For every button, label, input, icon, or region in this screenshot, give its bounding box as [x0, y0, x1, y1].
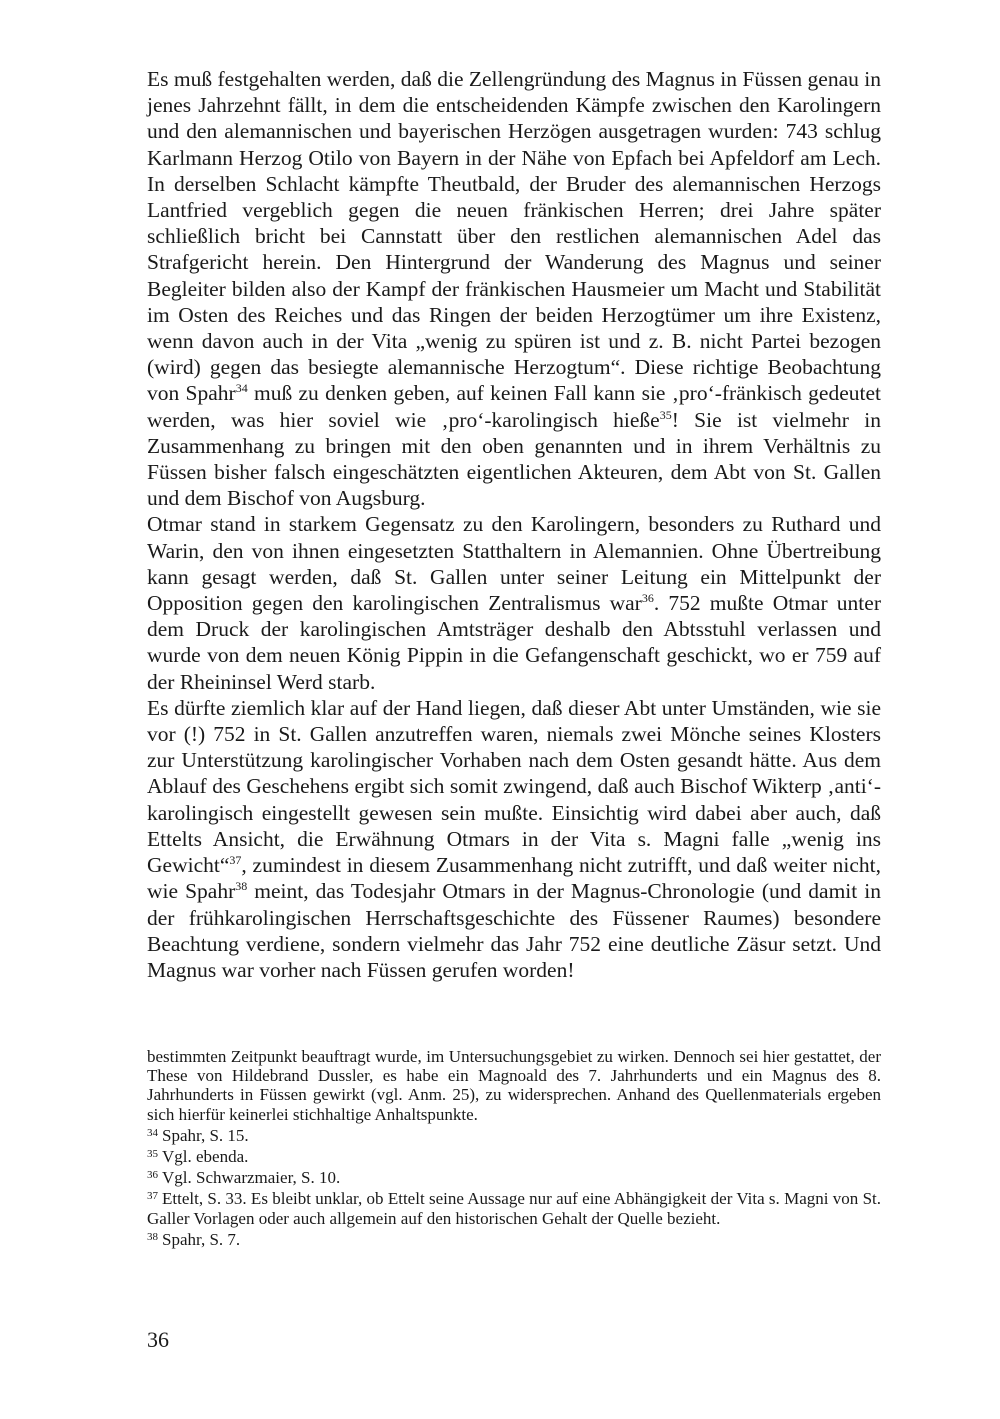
- footnote-text: Spahr, S. 7.: [162, 1229, 241, 1249]
- paragraph-2: [147, 511, 881, 694]
- footnote-34: [147, 1124, 881, 1145]
- footnote-text: Spahr, S. 15.: [162, 1125, 249, 1145]
- footnote-36: [147, 1166, 881, 1187]
- text-run: Es muß festgehalten werden, daß die Zellengründung des Magnus in Füssen genau in jenes Jahrzehnt fällt, in dem die entscheidenden Kämpfe zwischen den Karolingern und den alemannischen und bayerischen Herzögen ausgetragen wurden: 743 schlug Karlmann Herzog Otilo von Bayern in der Nähe von Epfach bei Apfeldorf am Lech. In derselben Schlacht kämpfte Theutbald, der Bruder des alemannischen Herzogs Lantfried vergeblich gegen die neuen fränkischen Herren; drei Jahre später schließlich bricht bei Cannstatt über den restlichen alemannischen Adel das Strafgericht herein. Den Hintergrund der Wanderung des Magnus und seiner Begleiter bilden also der Kampf der fränkischen Hausmeier um Macht und Stabilität im Osten des Reiches und das Ringen der beiden Herzogtümer um ihre Existenz, wenn davon auch in der Vita „wenig zu spüren ist und z. B. nicht Partei bezogen (wird) gegen das besiegte alemannische Herzogtum“. Diese richtige Beobachtung von Spahr: [147, 67, 881, 406]
- footnote-reference-38: 38: [235, 879, 248, 894]
- page-number: 36: [147, 1327, 169, 1352]
- footnote-38: [147, 1228, 881, 1249]
- footnote-reference-34: 34: [235, 381, 248, 396]
- footnote-text: Ettelt, S. 33. Es bleibt unklar, ob Ettelt seine Aussage nur auf eine Abhängigkeit der Vita s. Magni von St. Galler Vorlagen oder auch allgemein auf den historischen Gehalt der Quelle bezieht.: [147, 1189, 881, 1228]
- text-run: meint, das Todesjahr Otmars in der Magnus-Chronologie (und damit in der frühkarolingischen Herrschaftsgeschichte des Füssener Raumes) besondere Beachtung verdiene, sondern vielmehr das Jahr 752 eine deutliche Zäsur setzt. Und Magnus war vorher nach Füssen gerufen worden!: [147, 879, 881, 982]
- footnote-text: Vgl. ebenda.: [162, 1147, 249, 1167]
- text-run: ! Sie ist vielmehr in Zusammenhang zu bringen mit den oben genannten und in ihrem Verhältnis zu Füssen bisher falsch eingeschätzten eigentlichen Akteuren, dem Abt von St. Gallen und dem Bischof von Augsburg.: [147, 407, 881, 511]
- main-text: [147, 66, 881, 983]
- footnote-number: 35: [147, 1148, 158, 1161]
- footnote-number: 38: [147, 1230, 158, 1243]
- text-run: , zumindest in diesem Zusammenhang nicht zutrifft, und daß weiter nicht, wie Spahr: [147, 853, 881, 904]
- text-run: Es dürfte ziemlich klar auf der Hand liegen, daß dieser Abt unter Umständen, wie sie vor (!) 752 in St. Gallen anzutreffen waren, niemals zwei Mönche seines Klosters zur Unterstützung karolingischer Vorhaben nach dem Osten gesandt hätte. Aus dem Ablauf des Geschehens ergibt sich somit zwingend, daß auch Bischof Wikterp ‚anti‘-karolingisch eingestellt gewesen sein mußte. Einsichtig wird dabei aber auch, daß Ettelts Ansicht, die Erwähnung Otmars in der Vita s. Magni falle „wenig ins Gewicht“: [147, 695, 881, 878]
- paragraph-3: [147, 695, 881, 983]
- text-run: . 752 mußte Otmar unter dem Druck der karolingischen Amtsträger deshalb den Abtsstuhl verlassen und wurde von dem neuen König Pippin in die Gefangenschaft geschickt, wo er 759 auf der Rheininsel Werd starb.: [147, 591, 881, 694]
- text-run: muß zu denken geben, auf keinen Fall kann sie ‚pro‘-fränkisch gedeutet werden, was hier soviel wie ‚pro‘-karolingisch hieße: [147, 381, 881, 432]
- footnote-reference-35: 35: [659, 407, 672, 422]
- footnote-37: [147, 1187, 881, 1227]
- footnote-continuation: [147, 1047, 881, 1124]
- footnote-number: 37: [147, 1190, 158, 1203]
- footnote-35: [147, 1145, 881, 1166]
- footnote-reference-36: 36: [641, 591, 654, 606]
- text-run: Otmar stand in starkem Gegensatz zu den Karolingern, besonders zu Ruthard und Warin, den von ihnen eingesetzten Statthaltern in Alemannien. Ohne Übertreibung kann gesagt werden, daß St. Gallen unter seiner Leitung ein Mittelpunkt der Opposition gegen den karolingischen Zentralismus war: [147, 512, 881, 616]
- paragraph-1: [147, 66, 881, 511]
- footnote-text: bestimmten Zeitpunkt beauftragt wurde, im Untersuchungsgebiet zu wirken. Dennoch sei hier gestattet, der These von Hildebrand Dussler, es habe ein Magnoald des 7. Jahrhunderts und ein Magnus des 8. Jahrhunderts in Füssen gewirkt (vgl. Anm. 25), zu widersprechen. Anhand des Quellenmaterials ergeben sich hierfür keinerlei stichhaltige Anhaltspunkte.: [147, 1047, 881, 1124]
- footnote-number: 34: [147, 1126, 158, 1139]
- footnote-reference-37: 37: [229, 853, 242, 868]
- footnote-number: 36: [147, 1169, 158, 1182]
- footnote-text: Vgl. Schwarzmaier, S. 10.: [162, 1168, 341, 1188]
- footnotes: [147, 1047, 881, 1249]
